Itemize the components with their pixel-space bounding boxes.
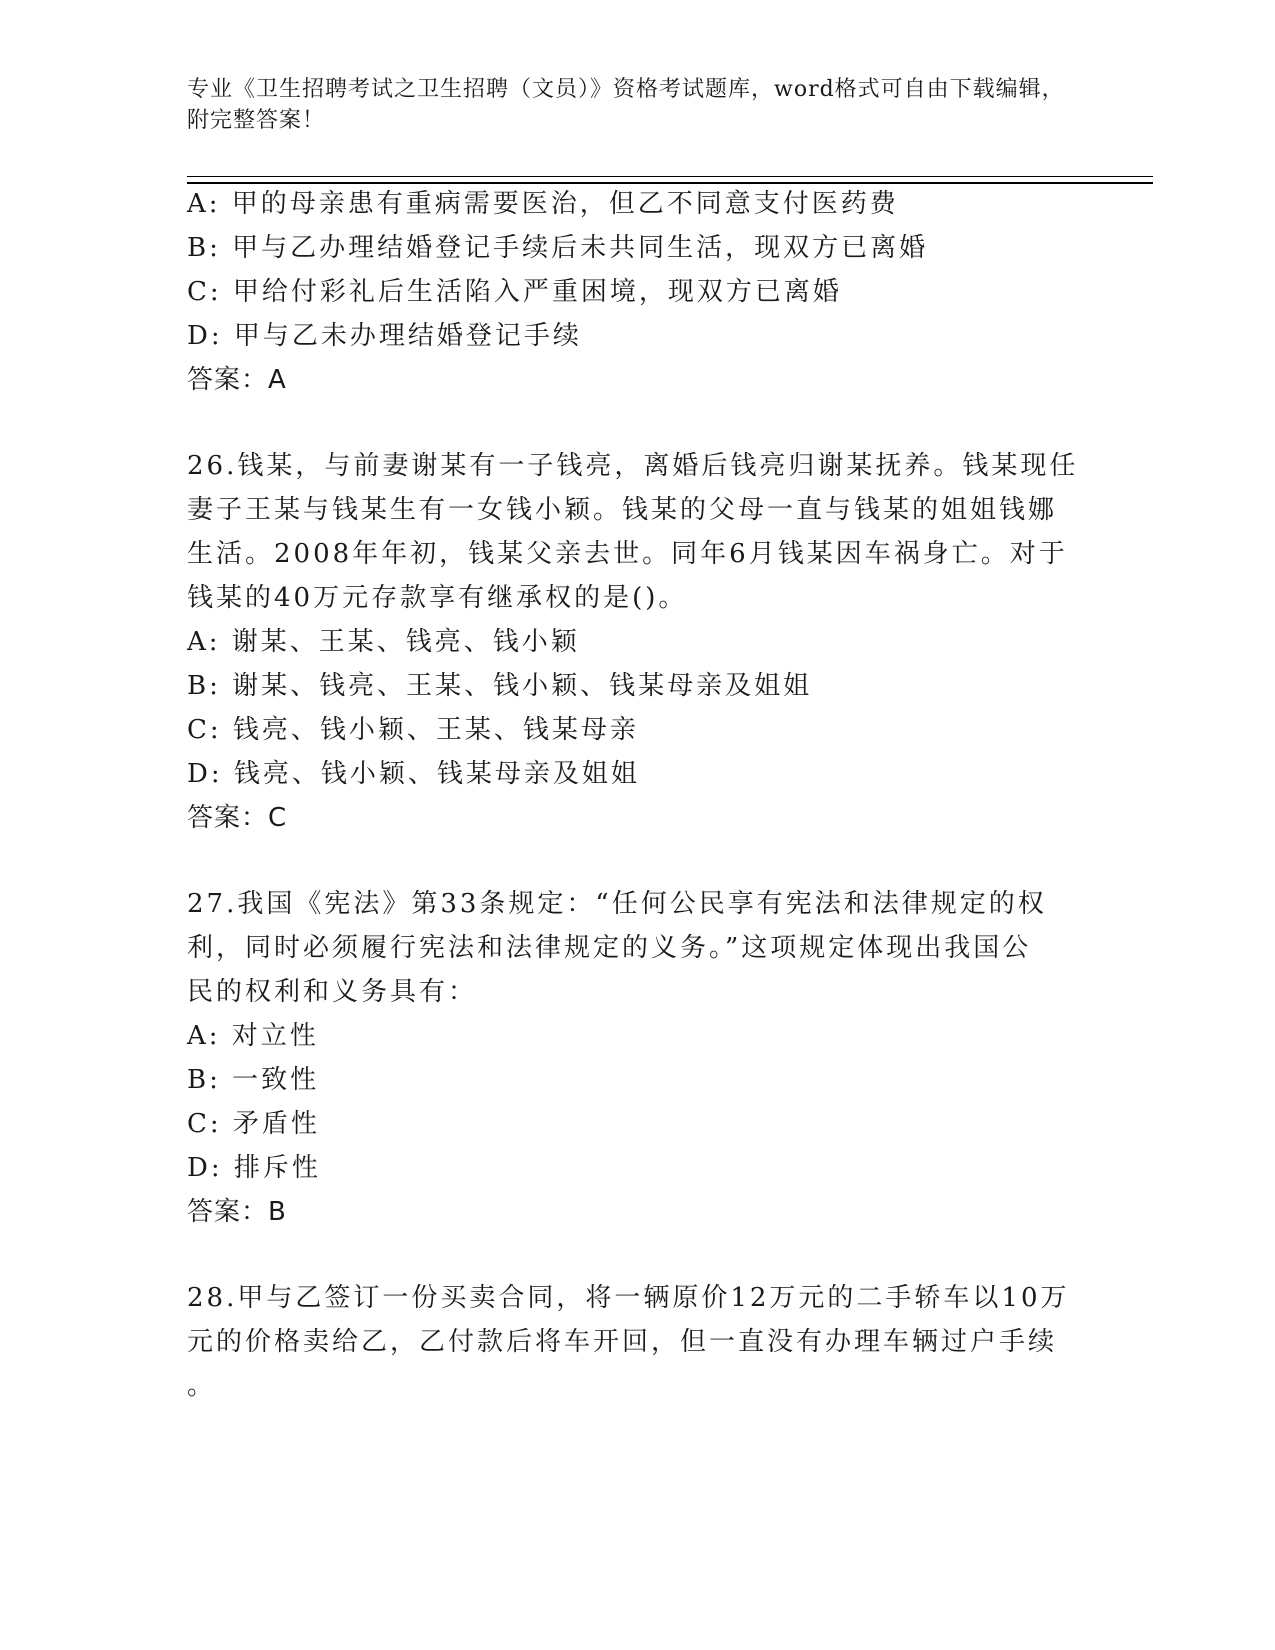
option-d: D: 甲与乙未办理结婚登记手续: [187, 321, 582, 351]
option-b: B: 甲与乙办理结婚登记手续后未共同生活，现双方已离婚: [187, 233, 929, 263]
question-26-text: 钱某的40万元存款享有继承权的是()。: [187, 583, 688, 613]
q27-answer: 答案：B: [187, 1197, 287, 1227]
option-a: A: 甲的母亲患有重病需要医治，但乙不同意支付医药费: [187, 189, 899, 219]
q26-answer: 答案：C: [187, 803, 288, 833]
q27-option-b: B: 一致性: [187, 1065, 320, 1095]
question-28-text: 。: [187, 1371, 217, 1401]
q27-option-c: C: 矛盾性: [187, 1109, 320, 1139]
header-divider: [187, 176, 1153, 177]
q26-option-b: B: 谢某、钱亮、王某、钱小颖、钱某母亲及姐姐: [187, 671, 813, 701]
question-26-text: 26.钱某，与前妻谢某有一子钱亮，离婚后钱亮归谢某抚养。钱某现任: [187, 451, 1079, 481]
document-header: 专业《卫生招聘考试之卫生招聘（文员）》资格考试题库，word格式可自由下载编辑，附完整答案！: [187, 77, 1065, 133]
question-26-text: 生活。2008年年初，钱某父亲去世。同年6月钱某因车祸身亡。对于: [187, 539, 1068, 569]
q27-option-a: A: 对立性: [187, 1021, 319, 1051]
answer: 答案：A: [187, 365, 287, 395]
question-28-text: 元的价格卖给乙，乙付款后将车开回，但一直没有办理车辆过户手续: [187, 1327, 1058, 1357]
q27-option-d: D: 排斥性: [187, 1153, 321, 1183]
option-c: C: 甲给付彩礼后生活陷入严重困境，现双方已离婚: [187, 277, 842, 307]
question-27-text: 27.我国《宪法》第33条规定：“任何公民享有宪法和法律规定的权: [187, 889, 1047, 919]
question-26-text: 妻子王某与钱某生有一女钱小颖。钱某的父母一直与钱某的姐姐钱娜: [187, 495, 1058, 525]
question-27-text: 民的权利和义务具有：: [187, 977, 478, 1007]
header-divider-thick: [187, 182, 1153, 184]
question-27-text: 利，同时必须履行宪法和法律规定的义务。”这项规定体现出我国公: [187, 933, 1032, 963]
q26-option-d: D: 钱亮、钱小颖、钱某母亲及姐姐: [187, 759, 640, 789]
question-28-text: 28.甲与乙签订一份买卖合同，将一辆原价12万元的二手轿车以10万: [187, 1283, 1070, 1313]
q26-option-a: A: 谢某、王某、钱亮、钱小颖: [187, 627, 580, 657]
q26-option-c: C: 钱亮、钱小颖、王某、钱某母亲: [187, 715, 639, 745]
